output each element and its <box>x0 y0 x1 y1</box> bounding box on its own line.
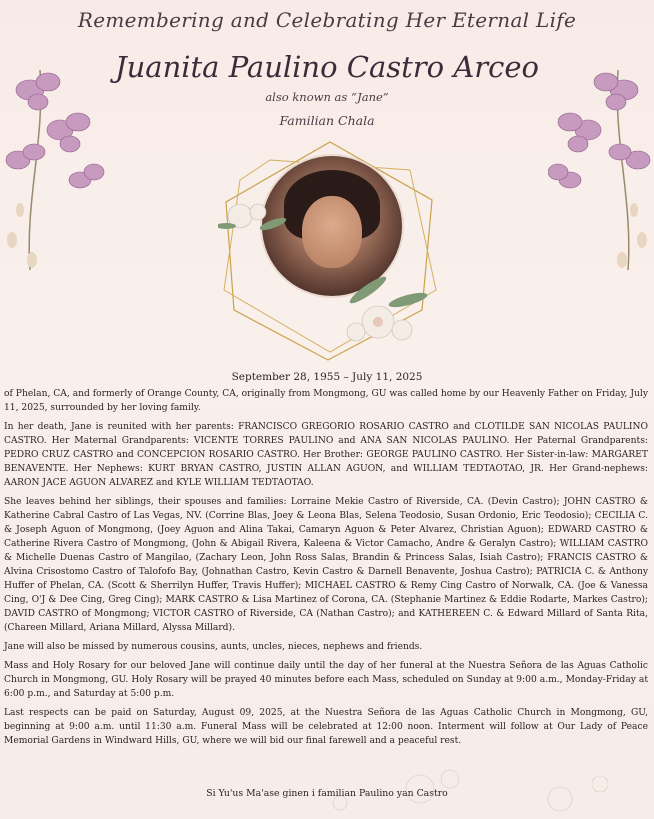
paragraph-services: Last respects can be paid on Saturday, August 09, 2025, at the Nuestra Señora de las Aguas Catholic Church in Mongmong, GU, beginning at 9:00 a.m. until 11:30 a.m. Funeral Mass will be celebrated at 12:00 noon. Interment will follow at Our Lady of Peace Memorial Gardens in Windward Hills, GU, where we will bid our final farewell and a peaceful rest. <box>4 708 648 746</box>
portrait-frame <box>210 140 450 370</box>
life-dates: September 28, 1955 – July 11, 2025 <box>231 371 423 383</box>
floral-footer-decoration <box>0 759 654 819</box>
paragraph-survivors: She leaves behind her siblings, their spouses and families: Lorraine Mekie Castro of Riverside, CA. (Devin Castro); JOHN CASTRO & Katherine Cabral Castro of Las Vegas, NV. (Corrine Blas, Joey & Leona Blas, Selena Teodosio, Susan Ordonio, Eric Teodosio); CECILIA C. & Joseph Aguon of Mongmong, (Joey Aguon and Alina Takai, Camaryn Aguon & Peter Alvarez, Christian Aguon); EDWARD CASTRO & Catherine Rivera Castro of Mongmong, (John & Abigail Rivera, Kaleena & Victor Camacho, Andre & Geralyn Castro); WILLIAM CASTRO & Michelle Duenas Castro of Mangilao, (Zachary Leon, John Ross Salas, Brandin & Princess Salas, Isiah Castro); FRANCIS CASTRO & Alvina Crisostomo Castro of Talofofo Bay, (Johnathan Castro, Kevin Castro & Darnell Benavente, Joshua Castro); PATRICIA C. & Anthony Huffer of Phelan, CA. (Scott & Sherrilyn Huffer, Travis Huffer); MICHAEL CASTRO & Remy Cing Castro of Norwalk, CA. (Joe & Vanessa Cing, O'J & Dee Cing, Greg Cing); MARK CASTRO & Lisa Martinez of Corona, CA. (Stephanie Martinez & Eddie Rodarte, Markes Castro); DAVID CASTRO of Mongmong; VICTOR CASTRO of Riverside, CA (Nathan Castro); and KATHEREEN C. & Edward Millard of Santa Rita, (Chareen Millard, Ariana Millard, Alyssa Millard). <box>4 497 648 633</box>
paragraph-missed: Jane will also be missed by numerous cousins, aunts, uncles, nieces, nephews and friends. <box>4 642 423 652</box>
aka-line: also known as “Jane” <box>265 90 389 104</box>
deceased-name: Juanita Paulino Castro Arceo <box>114 50 539 84</box>
floral-accent-right <box>338 270 448 360</box>
obituary-body <box>4 387 648 753</box>
closing-line: Si Yu'us Ma'ase ginen i familian Paulino yan Castro <box>206 788 448 799</box>
family-name: Familian Chala <box>279 113 375 128</box>
paragraph-rosary: Mass and Holy Rosary for our beloved Jane will continue daily until the day of her funeral at the Nuestra Señora de las Aguas Catholic Church in Mongmong, GU. Holy Rosary will be prayed 40 minutes before each Mass, scheduled on Sunday at 9:00 a.m., Monday-Friday at 6:00 p.m., and Saturday at 5:00 p.m. <box>4 661 648 699</box>
paragraph-reunited: In her death, Jane is reunited with her parents: FRANCISCO GREGORIO ROSARIO CASTRO and CLOTILDE SAN NICOLAS PAULINO CASTRO. Her Maternal Grandparents: VICENTE TORRES PAULINO and ANA SAN NICOLAS PAULINO. Her Paternal Grandparents: PEDRO CRUZ CASTRO and CONCEPCION ROSARIO CASTRO. Her Brother: GEORGE PAULINO CASTRO. Her Sister-in-law: MARGARET BENAVENTE. Her Nephews: KURT BRYAN CASTRO, JUSTIN ALLAN AGUON, and WILLIAM TEDTAOTAO, JR. Her Grand-nephews: AARON JACE AGUON ALVAREZ and KYLE WILLIAM TEDTAOTAO. <box>4 422 648 488</box>
floral-accent-left <box>218 186 298 246</box>
paragraph-intro: of Phelan, CA, and formerly of Orange County, CA, originally from Mongmong, GU was called home by our Heavenly Father on Friday, July 11, 2025, surrounded by her loving family. <box>4 389 648 413</box>
header-tagline: Remembering and Celebrating Her Eternal Life <box>77 8 577 32</box>
